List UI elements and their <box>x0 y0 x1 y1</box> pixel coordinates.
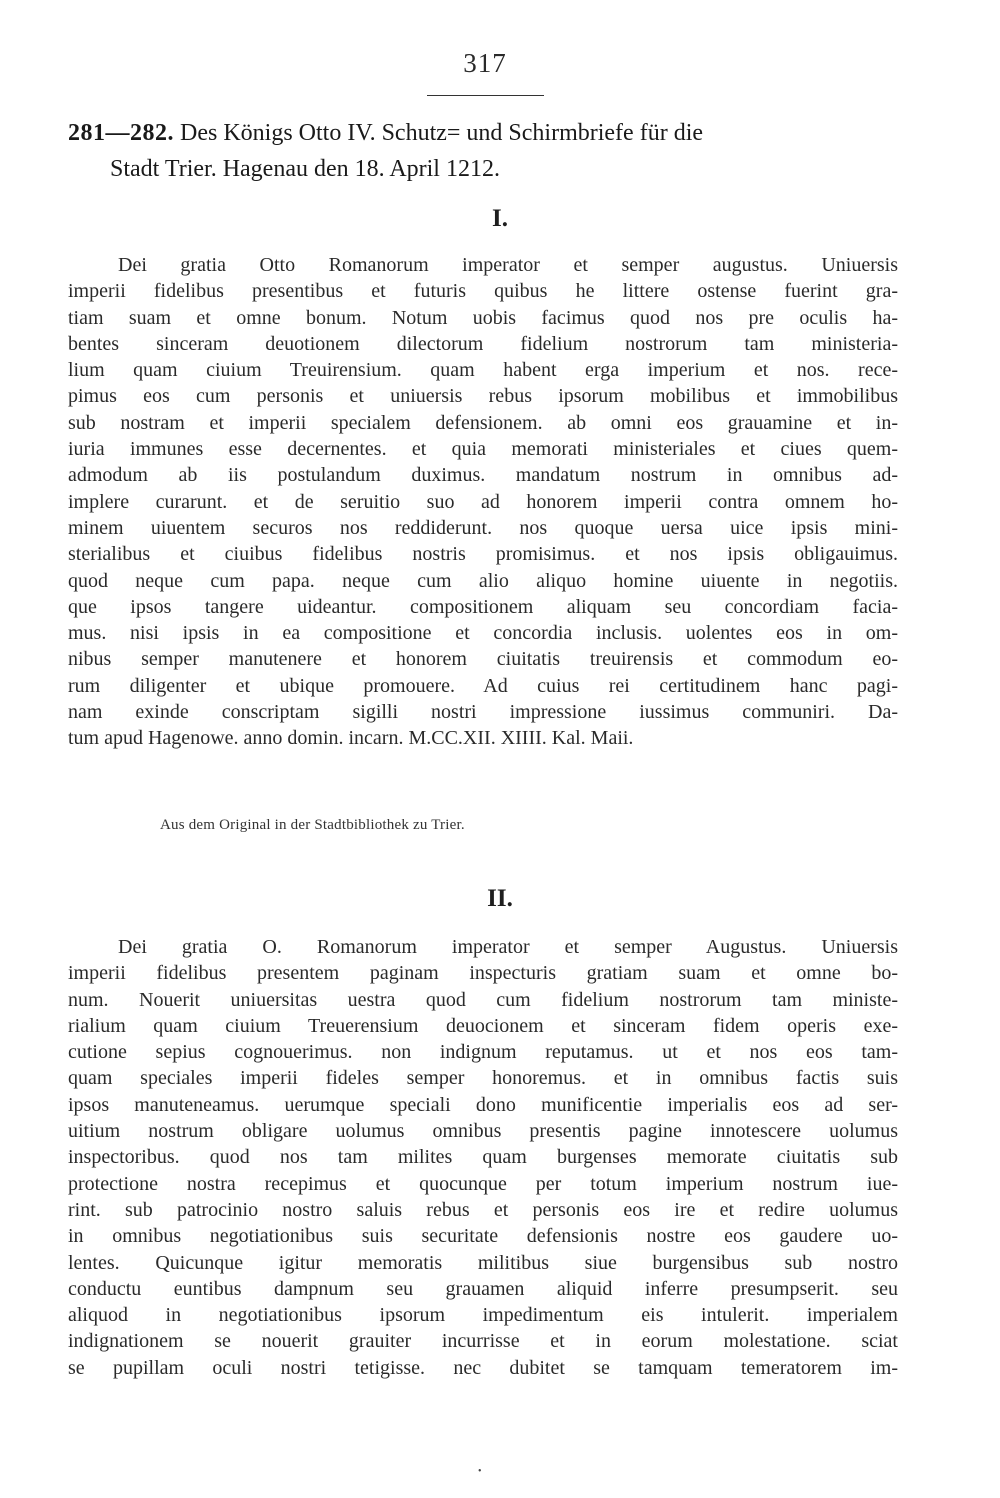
text-line: quod neque cum papa. neque cum alio aliquo homine uiuente in negotiis. <box>68 569 898 592</box>
text-line: rialium quam ciuium Treuerensium deuocionem et sinceram fidem operis exe- <box>68 1014 898 1037</box>
text-line: lentes. Quicunque igitur memoratis militibus siue burgensibus sub nostro <box>68 1251 898 1274</box>
text-line: inspectoribus. quod nos tam milites quam burgenses memorate ciuitatis sub <box>68 1146 898 1169</box>
text-line: iuria immunes esse decernentes. et quia memorati ministeriales et ciues quem- <box>68 438 898 461</box>
text-line: cutione sepius cognouerimus. non indignum reputamus. ut et nos eos tam- <box>68 1041 898 1064</box>
text-line: minem uiuentem securos nos reddiderunt. nos quoque uersa uice ipsis mini- <box>68 516 898 539</box>
text-line: nibus semper manutenere et honorem ciuitatis treuirensis et commodum eo- <box>68 648 898 671</box>
text-line: indignationem se nouerit grauiter incurrisse et in eorum molestatione. sciat <box>68 1330 898 1353</box>
text-line: implere curarunt. et de seruitio suo ad honorem imperii contra omnem ho- <box>68 490 898 513</box>
text-line: rum diligenter et ubique promouere. Ad cuius rei certitudinem hanc pagi- <box>68 674 898 697</box>
section-one-numeral: I. <box>492 205 508 232</box>
text-line: que ipsos tangere uideantur. compositionem aliquam seu concordiam facia- <box>68 595 898 618</box>
text-line: lium quam ciuium Treuirensium. quam habent erga imperium et nos. rece- <box>68 359 898 382</box>
text-line: conductu euntibus dampnum seu grauamen aliquid inferre presumpserit. seu <box>68 1277 898 1300</box>
text-line: aliquod in negotiationibus ipsorum impedimentum eis intulerit. imperialem <box>68 1304 898 1327</box>
text-line: Dei gratia O. Romanorum imperator et semper Augustus. Uniuersis <box>118 936 898 958</box>
section-two-text <box>68 934 898 1381</box>
text-line: sterialibus et ciuibus fidelibus nostris promisimus. et nos ipsis obligauimus. <box>68 543 898 566</box>
heading-title-line1: Des Königs Otto IV. Schutz= und Schirmbriefe für die <box>180 120 704 146</box>
text-line: tum apud Hagenowe. anno domin. incarn. M.CC.XII. XIIII. Kal. Maii. <box>68 727 634 750</box>
text-line: Dei gratia Otto Romanorum imperator et semper augustus. Uniuersis <box>118 254 898 276</box>
text-line: bentes sinceram deuotionem dilectorum fidelium nostrorum tam ministeria- <box>68 332 898 355</box>
text-line: in omnibus negotiationibus suis securitate defensionis nostre eos gaudere uo- <box>68 1225 898 1248</box>
text-line: imperii fidelibus presentibus et futuris quibus he littere ostense fuerint gra- <box>68 280 898 303</box>
section-two-numeral: II. <box>487 885 513 912</box>
text-line: tiam suam et omne bonum. Notum uobis facimus quod nos pre oculis ha- <box>68 306 898 329</box>
text-line: pimus eos cum personis et uniuersis rebus ipsorum mobilibus et immobilibus <box>68 385 898 408</box>
text-line: quam speciales imperii fideles semper honoremus. et in omnibus factis suis <box>68 1067 898 1090</box>
text-line: se pupillam oculi nostri tetigisse. nec dubitet se tamquam temeratorem im- <box>68 1356 898 1379</box>
text-line: protectione nostra recepimus et quocunque per totum imperium nostrum iue- <box>68 1172 898 1195</box>
bottom-dot-mark: • <box>478 1466 482 1477</box>
text-line: mus. nisi ipsis in ea compositione et concordia inclusis. uolentes eos in om- <box>68 622 898 645</box>
text-line: admodum ab iis postulandum duximus. mandatum nostrum in omnibus ad- <box>68 464 898 487</box>
section-one-text <box>68 252 898 752</box>
page-number-rule <box>427 95 544 96</box>
text-line: rint. sub patrocinio nostro saluis rebus et personis eos ire et redire uolumus <box>68 1198 898 1221</box>
source-note: Aus dem Original in der Stadtbibliothek zu Trier. <box>160 817 465 833</box>
document-heading <box>68 115 898 187</box>
heading-title-line2: Stadt Trier. Hagenau den 18. April 1212. <box>110 156 500 182</box>
heading-number: 281—282. <box>68 120 174 146</box>
text-line: nam exinde conscriptam sigilli nostri impressione iussimus communiri. Da- <box>68 701 898 724</box>
text-line: sub nostram et imperii specialem defensionem. ab omni eos grauamine et in- <box>68 411 898 434</box>
text-line: ipsos manuteneamus. uerumque speciali dono munificentie imperialis eos ad ser- <box>68 1093 898 1116</box>
text-line: uitium nostrum obligare uolumus omnibus presentis pagine innotescere uolumus <box>68 1120 898 1143</box>
page-number: 317 <box>463 48 507 78</box>
text-line: num. Nouerit uniuersitas uestra quod cum fidelium nostrorum tam ministe- <box>68 988 898 1011</box>
text-line: imperii fidelibus presentem paginam inspecturis gratiam suam et omne bo- <box>68 962 898 985</box>
